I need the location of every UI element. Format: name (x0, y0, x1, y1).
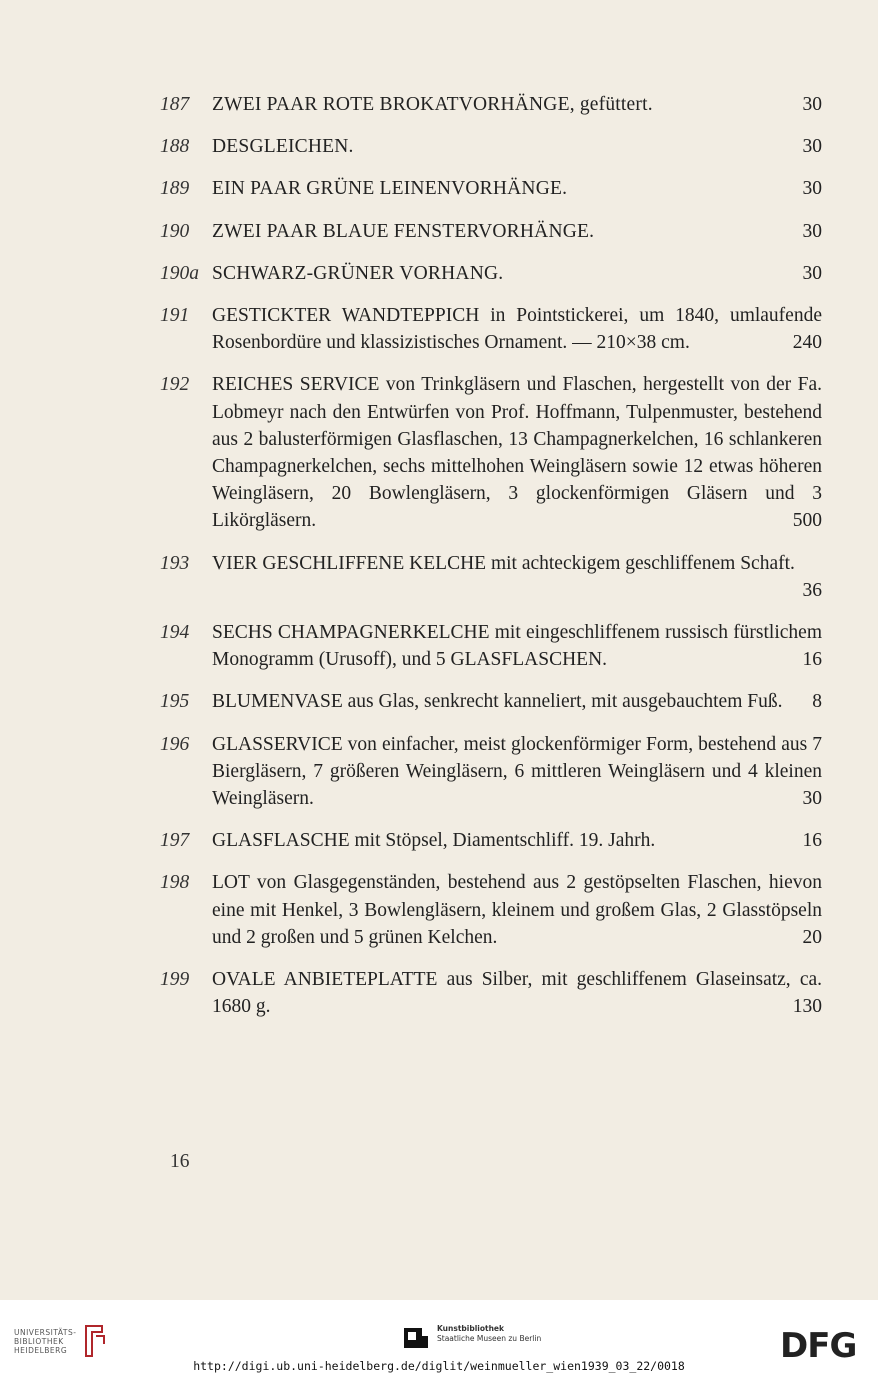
digitization-footer (0, 1300, 878, 1376)
catalog-entry (160, 371, 822, 534)
entry-text: DESGLEICHEN. (212, 136, 354, 158)
entry-text: GESTICKTER WANDTEPPICH in Pointstickerei, um 1840, umlaufende Rosenbordüre und klassizistisches Ornament. — 210×38 cm. (212, 305, 822, 354)
entry-price: 30 (802, 788, 822, 810)
entry-price: 130 (792, 996, 822, 1018)
catalog-entry (160, 550, 822, 604)
entry-price: 16 (802, 830, 822, 852)
entry-number: 195 (160, 691, 190, 713)
kunstbibliothek-label[interactable]: Kunstbibliothek Staatliche Museen zu Berlin (437, 1324, 542, 1343)
entry-number: 194 (160, 622, 190, 644)
catalog-entries (160, 91, 822, 1035)
entry-number: 198 (160, 872, 190, 894)
permalink-url[interactable]: http://digi.ub.uni-heidelberg.de/diglit/weinmueller_wien1939_03_22/0018 (193, 1359, 685, 1373)
catalog-entry (160, 218, 822, 245)
entry-number: 199 (160, 969, 190, 991)
catalog-entry (160, 133, 822, 160)
dfg-logo[interactable]: DFG (780, 1326, 857, 1366)
entry-number: 192 (160, 374, 190, 396)
catalog-entry (160, 869, 822, 951)
catalog-entry (160, 175, 822, 202)
entry-price: 16 (802, 649, 822, 671)
entry-price: 240 (792, 332, 822, 354)
university-emblem-icon (82, 1324, 106, 1358)
entry-text: LOT von Glasgegenständen, bestehend aus 2 gestöpselten Flaschen, hievon eine mit Henkel, 3 Bowlengläsern, kleinem und großem Glas, 2 Glasstöpseln und 2 großen und 5 grünen Kelchen. (212, 872, 822, 948)
entry-number: 188 (160, 136, 190, 158)
entry-price: 500 (792, 510, 822, 532)
university-library-logo[interactable]: UNIVERSITÄTS- BIBLIOTHEK HEIDELBERG (14, 1328, 77, 1355)
entry-number: 189 (160, 178, 190, 200)
catalog-entry (160, 827, 822, 854)
entry-number: 190a (160, 262, 199, 284)
catalog-entry (160, 688, 822, 715)
entry-text: ZWEI PAAR BLAUE FENSTERVORHÄNGE. (212, 220, 595, 242)
catalog-entry (160, 260, 822, 287)
entry-price: 8 (812, 691, 822, 713)
entry-price: 30 (802, 136, 822, 158)
catalog-entry (160, 91, 822, 118)
entry-price: 30 (802, 262, 822, 284)
catalog-entry (160, 966, 822, 1020)
entry-text: GLASSERVICE von einfacher, meist glockenförmiger Form, bestehend aus 7 Biergläsern, 7 größeren Weingläsern, 6 mittleren Weingläsern und 4 kleinen Weingläsern. (212, 733, 822, 810)
entry-text: EIN PAAR GRÜNE LEINENVORHÄNGE. (212, 178, 568, 200)
entry-text: SCHWARZ-GRÜNER VORHANG. (212, 262, 504, 284)
catalog-entry (160, 302, 822, 356)
catalog-entry (160, 731, 822, 813)
catalog-entry (160, 619, 822, 673)
entry-price: 30 (802, 94, 822, 115)
entry-text: SECHS CHAMPAGNERKELCHE mit eingeschliffenem russisch fürstlichem Monogramm (Urusoff), und 5 GLASFLASCHEN. (212, 622, 822, 671)
entry-number: 190 (160, 220, 190, 242)
entry-text: GLASFLASCHE mit Stöpsel, Diamentschliff. 19. Jahrh. (212, 830, 656, 852)
entry-number: 187 (160, 94, 190, 115)
entry-number: 193 (160, 552, 190, 574)
entry-price: 30 (802, 220, 822, 242)
entry-price: 30 (802, 178, 822, 200)
entry-number: 191 (160, 305, 190, 327)
entry-text: BLUMENVASE aus Glas, senkrecht kanneliert, mit ausgebauchtem Fuß. (212, 691, 783, 713)
entry-number: 197 (160, 830, 190, 852)
entry-price: 20 (802, 926, 822, 948)
entry-text: REICHES SERVICE von Trinkgläsern und Flaschen, hergestellt von der Fa. Lobmeyr nach den Entwürfen von Prof. Hoffmann, Tulpenmuster, bestehend aus 2 balusterförmigen Glasflaschen, 13 Champagnerkelchen, 16 schlankeren Champagnerkelchen, sechs mittelhohen Weingläsern sowie 12 etwas höheren Weingläsern, 20 Bowlengläsern, 3 glockenförmigen Gläsern und 3 Likörgläsern. (212, 374, 822, 532)
entry-text: OVALE ANBIETEPLATTE aus Silber, mit geschliffenem Glaseinsatz, ca. 1680 g. (212, 969, 822, 1018)
entry-price: 36 (802, 579, 822, 601)
kunstbibliothek-logo-icon (402, 1324, 430, 1350)
entry-text: ZWEI PAAR ROTE BROKATVORHÄNGE, gefüttert. (212, 94, 653, 115)
entry-text: VIER GESCHLIFFENE KELCHE mit achteckigem geschliffenem Schaft. (212, 552, 795, 574)
page-number: 16 (170, 1151, 190, 1172)
entry-number: 196 (160, 733, 190, 755)
